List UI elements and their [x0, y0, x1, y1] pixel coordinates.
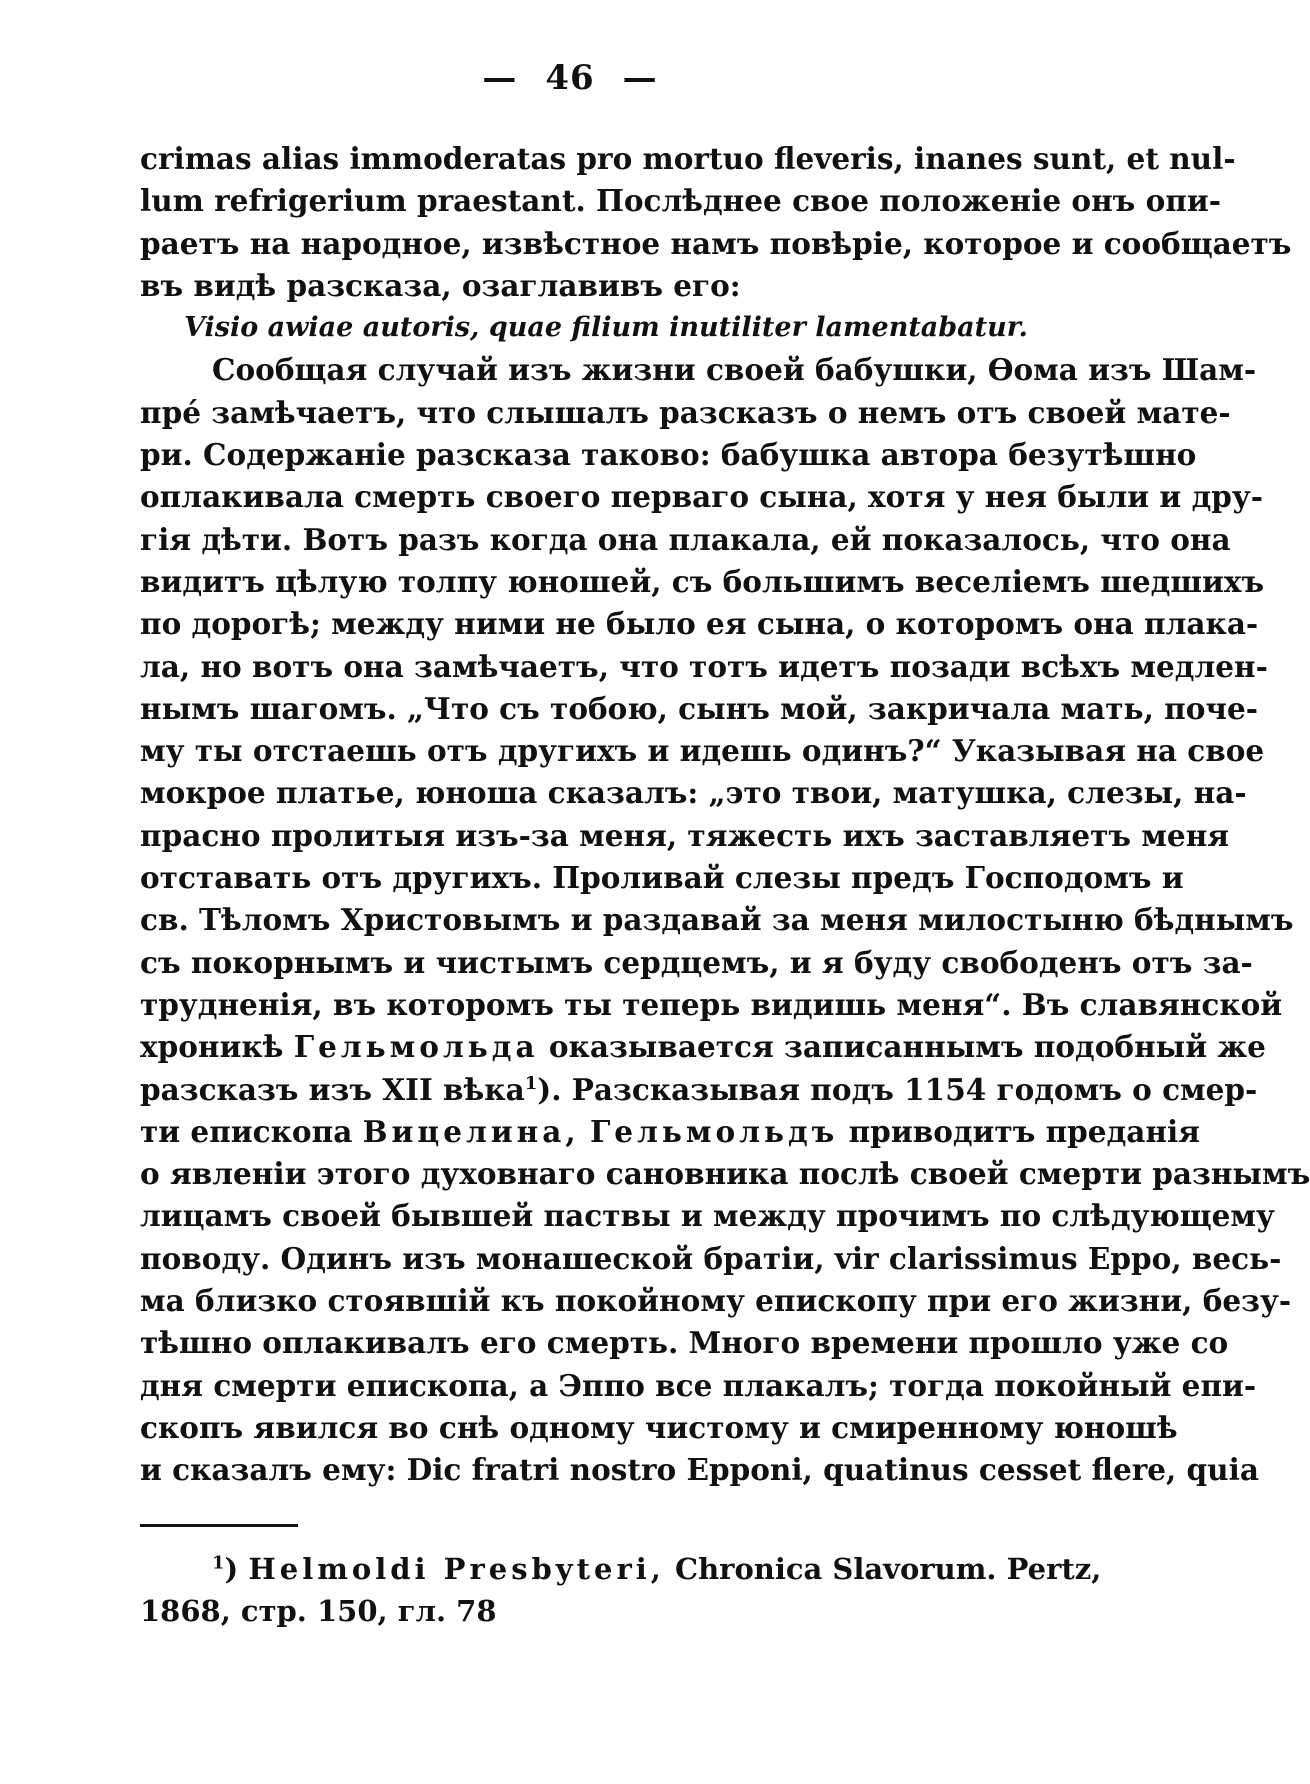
text-line: св. Тѣломъ Христовымъ и раздавай за меня милостыню бѣднымъ	[140, 902, 1294, 938]
text-line: лицамъ своей бывшей паствы и между прочимъ по слѣдующему	[140, 1198, 1275, 1234]
text-line: lum refrigerium praestant. Послѣднее свое положеніе онъ опи-	[140, 183, 1221, 219]
footnote-work: Chronica Slavorum. Pertz,	[675, 1552, 1102, 1586]
text-line: ри. Содержаніе разсказа таково: бабушка автора безутѣшно	[140, 437, 1197, 473]
section-title: Visio awiae autoris, quae filium inutiliter lamentabatur.	[184, 312, 1028, 344]
name-vicelin: Вицелина,	[362, 1113, 580, 1149]
text-line: дня смерти епископа, а Эппо все плакалъ; тогда покойный епи-	[140, 1367, 1257, 1403]
text-line: въ видѣ разсказа, озаглавивъ его:	[140, 267, 741, 303]
text-line: оплакивала смерть своего перваго сына, хотя у нея были и дру-	[140, 479, 1264, 515]
text-fragment: оказывается записаннымъ подобный же	[548, 1029, 1266, 1065]
text-line: трудненія, въ которомъ ты теперь видишь меня“. Въ славянской	[140, 986, 1283, 1022]
text-line: по дорогѣ; между ними не было ея сына, о которомъ она плака-	[140, 606, 1259, 642]
text-line: видитъ цѣлую толпу юношей, съ большимъ веселіемъ шедшихъ	[140, 563, 1265, 599]
text-line	[140, 1111, 1200, 1153]
footnote-divider	[140, 1524, 298, 1527]
text-line: поводу. Одинъ изъ монашеской братіи, vir clarissimus Eppo, весь-	[140, 1240, 1282, 1276]
author-name-helmold: Гельмольда	[293, 1029, 539, 1065]
text-line: crimas alias immoderatas pro mortuo fleveris, inanes sunt, et nul-	[140, 141, 1236, 176]
text-fragment: разсказъ изъ XII вѣка	[140, 1071, 525, 1107]
footnote-line: $^1$) Helmoldi Presbyteri, Chronica Slavorum. Pertz,	[212, 1552, 1102, 1586]
text-fragment: хроникѣ	[140, 1029, 284, 1065]
name-helmold: Гельмольдъ	[589, 1113, 839, 1149]
text-line: отставать отъ другихъ. Проливай слезы предъ Господомъ и	[140, 860, 1184, 896]
text-line: му ты отстаешь отъ другихъ и идешь одинъ?“ Указывая на свое	[140, 733, 1265, 769]
text-line	[140, 1026, 1266, 1068]
text-line: гія дѣти. Вотъ разъ когда она плакала, ей показалось, что она	[140, 521, 1231, 557]
text-line: прé замѣчаетъ, что слышалъ разсказъ о немъ отъ своей мате-	[140, 394, 1231, 430]
page-number-header	[0, 58, 1140, 98]
text-line: и сказалъ ему: Dic fratri nostro Epponi, quatinus cesset flere, quia	[140, 1452, 1259, 1488]
footnote-marker: 1	[212, 1552, 225, 1574]
text-line: съ покорнымъ и чистымъ сердцемъ, и я буду свободенъ отъ за-	[140, 944, 1253, 980]
text-line: раетъ на народное, извѣстное намъ повѣріе, которое и сообщаетъ	[140, 225, 1292, 261]
footnote-line: 1868, стр. 150, гл. 78	[140, 1594, 497, 1628]
text-line: ма близко стоявшій къ покойному епископу при его жизни, безу-	[140, 1283, 1292, 1319]
text-line: прасно пролитыя изъ-за меня, тяжесть ихъ заставляетъ меня	[140, 817, 1230, 853]
text-fragment: приводитъ преданія	[848, 1113, 1200, 1149]
dash-right: —	[622, 58, 658, 98]
text-line: ла, но вотъ она замѣчаетъ, что тотъ идетъ позади всѣхъ медлен-	[140, 648, 1268, 684]
text-line: о явленіи этого духовнаго сановника послѣ своей смерти разнымъ	[140, 1156, 1310, 1192]
text-line: мокрое платье, юноша сказалъ: „это твои, матушка, слезы, на-	[140, 775, 1247, 811]
main-text	[140, 138, 1310, 1492]
text-line	[140, 1069, 1258, 1111]
footnote-author: Helmoldi Presbyteri,	[248, 1552, 665, 1586]
text-line: нымъ шагомъ. „Что съ тобою, сынъ мой, закричала мать, поче-	[140, 690, 1258, 726]
page-number: 46	[545, 58, 595, 98]
footnotes	[140, 1548, 1102, 1632]
text-line: тѣшно оплакивалъ его смерть. Много времени прошло уже со	[140, 1325, 1229, 1361]
dash-left: —	[482, 58, 518, 98]
text-fragment: ). Разсказывая подъ 1154 годомъ о смер-	[537, 1071, 1258, 1107]
text-fragment: ти епископа	[140, 1113, 353, 1149]
footnote-ref: 1	[524, 1072, 538, 1094]
text-line: скопъ явился во снѣ одному чистому и смиренному юношѣ	[140, 1409, 1178, 1445]
text-line: Сообщая случай изъ жизни своей бабушки, Ѳома изъ Шам-	[212, 352, 1257, 388]
